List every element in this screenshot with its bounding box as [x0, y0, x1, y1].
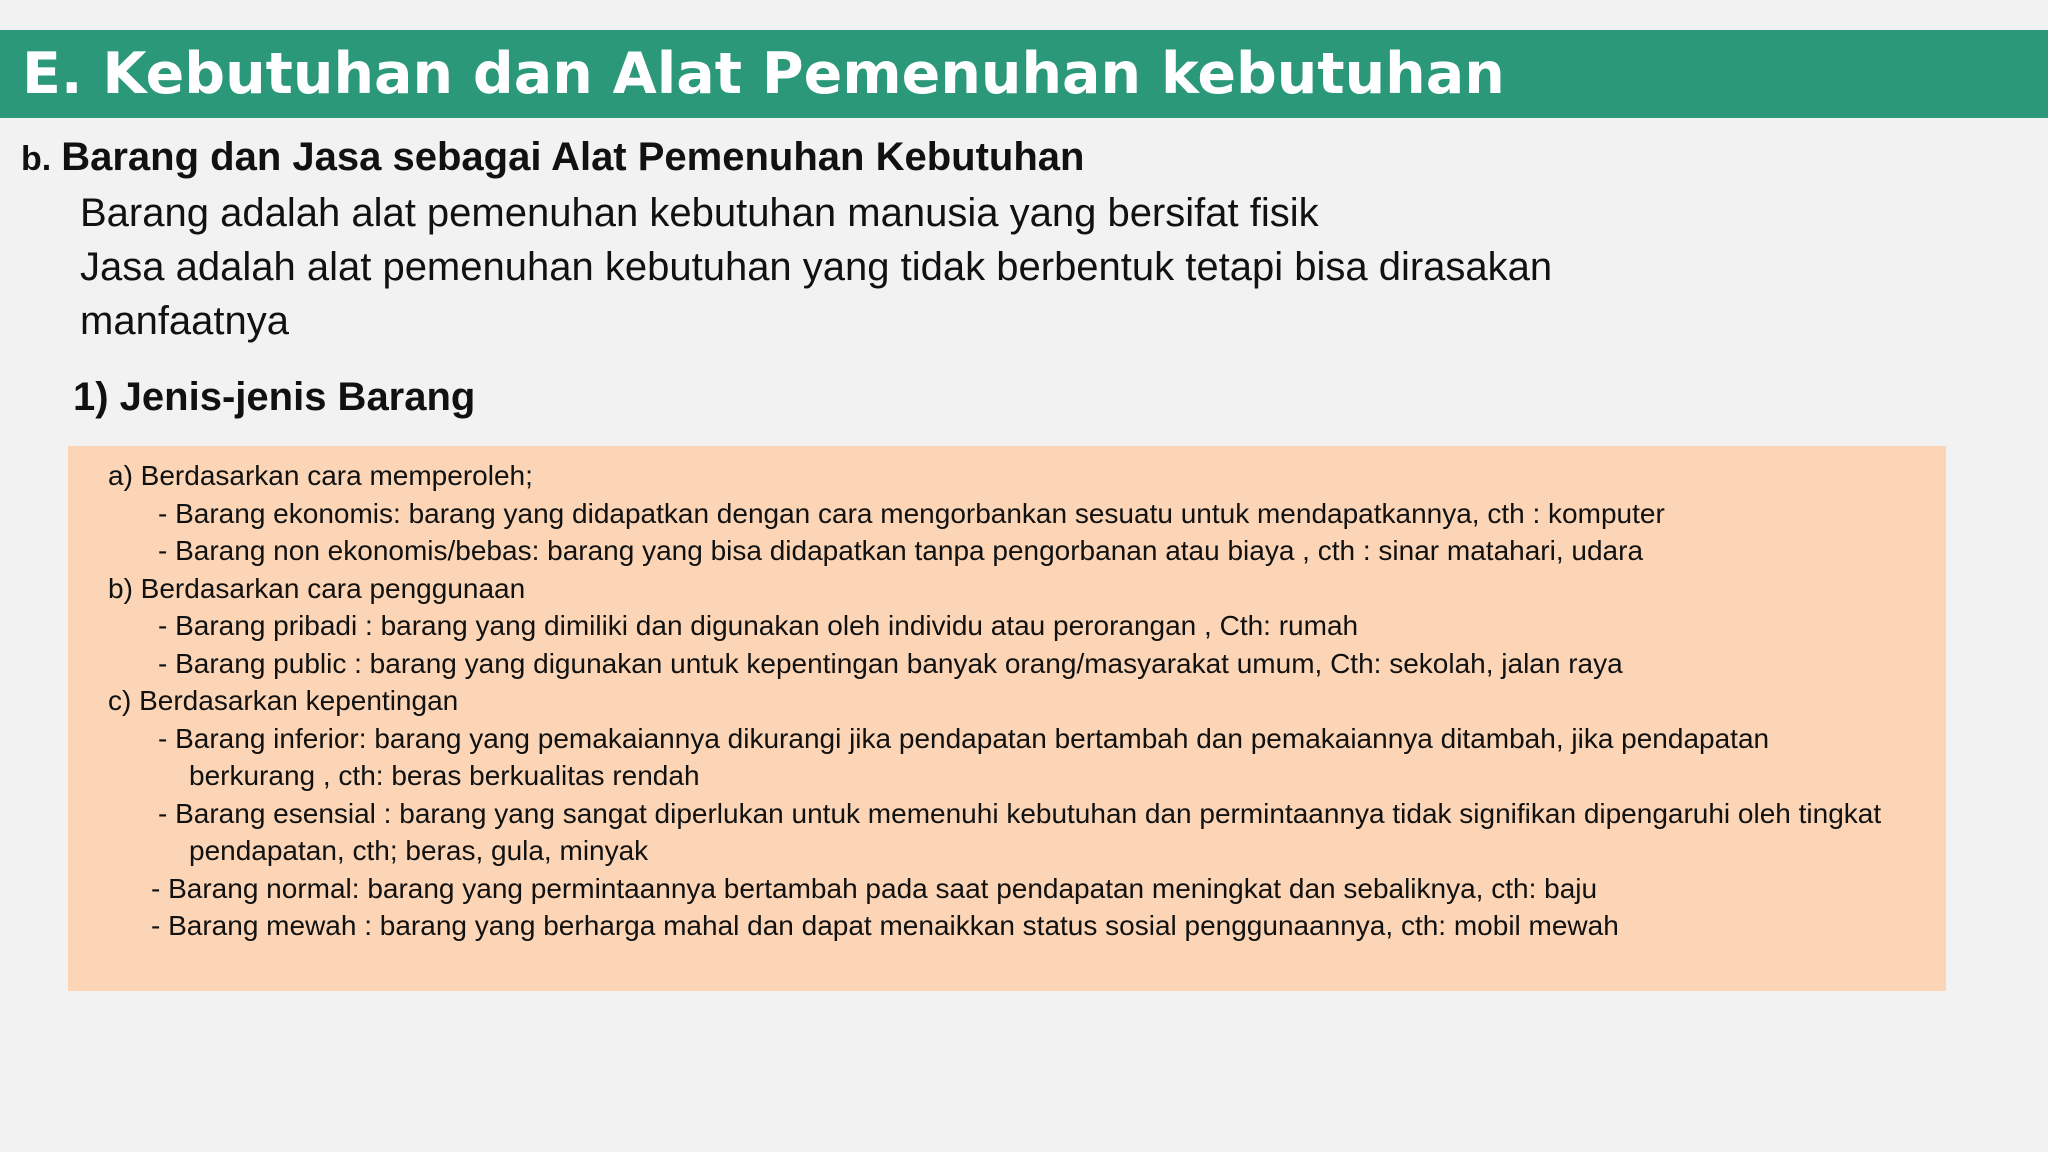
- subheading-text: Barang dan Jasa sebagai Alat Pemenuhan Kebutuhan: [61, 135, 1085, 179]
- category-c-heading: c) Berdasarkan kepentingan: [108, 685, 459, 716]
- subheading-marker: b.: [21, 140, 52, 178]
- slide-title: E. Kebutuhan dan Alat Pemenuhan kebutuhan: [22, 41, 1505, 107]
- section-heading: 1) Jenis-jenis Barang: [73, 375, 476, 419]
- category-a-heading: a) Berdasarkan cara memperoleh;: [108, 460, 533, 491]
- list-item: - Barang mewah : barang yang berharga mahal dan dapat menaikkan status sosial penggunaannya, cth: mobil mewah: [151, 910, 1619, 941]
- list-item: - Barang non ekonomis/bebas: barang yang bisa didapatkan tanpa pengorbanan atau biaya , cth : sinar matahari, udara: [158, 535, 1644, 566]
- list-item: - Barang public : barang yang digunakan untuk kepentingan banyak orang/masyarakat umum, Cth: sekolah, jalan raya: [158, 648, 1623, 679]
- goods-types-box: [68, 446, 1946, 991]
- list-item: - Barang pribadi : barang yang dimiliki dan digunakan oleh individu atau perorangan , Cth: rumah: [158, 610, 1359, 641]
- definition-barang: Barang adalah alat pemenuhan kebutuhan manusia yang bersifat fisik: [80, 191, 1319, 235]
- list-item-continuation: pendapatan, cth; beras, gula, minyak: [189, 835, 649, 866]
- subheading: [21, 134, 1084, 182]
- list-item: - Barang esensial : barang yang sangat diperlukan untuk memenuhi kebutuhan dan permintaannya tidak signifikan dipengaruhi oleh tingkat: [158, 798, 1882, 829]
- list-item: - Barang ekonomis: barang yang didapatkan dengan cara mengorbankan sesuatu untuk mendapatkannya, cth : komputer: [158, 498, 1665, 529]
- definition-jasa-continued: manfaatnya: [80, 299, 290, 343]
- list-item: - Barang normal: barang yang permintaannya bertambah pada saat pendapatan meningkat dan sebaliknya, cth: baju: [151, 873, 1598, 904]
- definition-jasa: Jasa adalah alat pemenuhan kebutuhan yang tidak berbentuk tetapi bisa dirasakan: [80, 245, 1553, 289]
- title-bar: [0, 30, 2048, 118]
- category-b-heading: b) Berdasarkan cara penggunaan: [108, 573, 526, 604]
- list-item-continuation: berkurang , cth: beras berkualitas rendah: [189, 760, 700, 791]
- list-item: - Barang inferior: barang yang pemakaiannya dikurangi jika pendapatan bertambah dan pemakaiannya ditambah, jika pendapatan: [158, 723, 1770, 754]
